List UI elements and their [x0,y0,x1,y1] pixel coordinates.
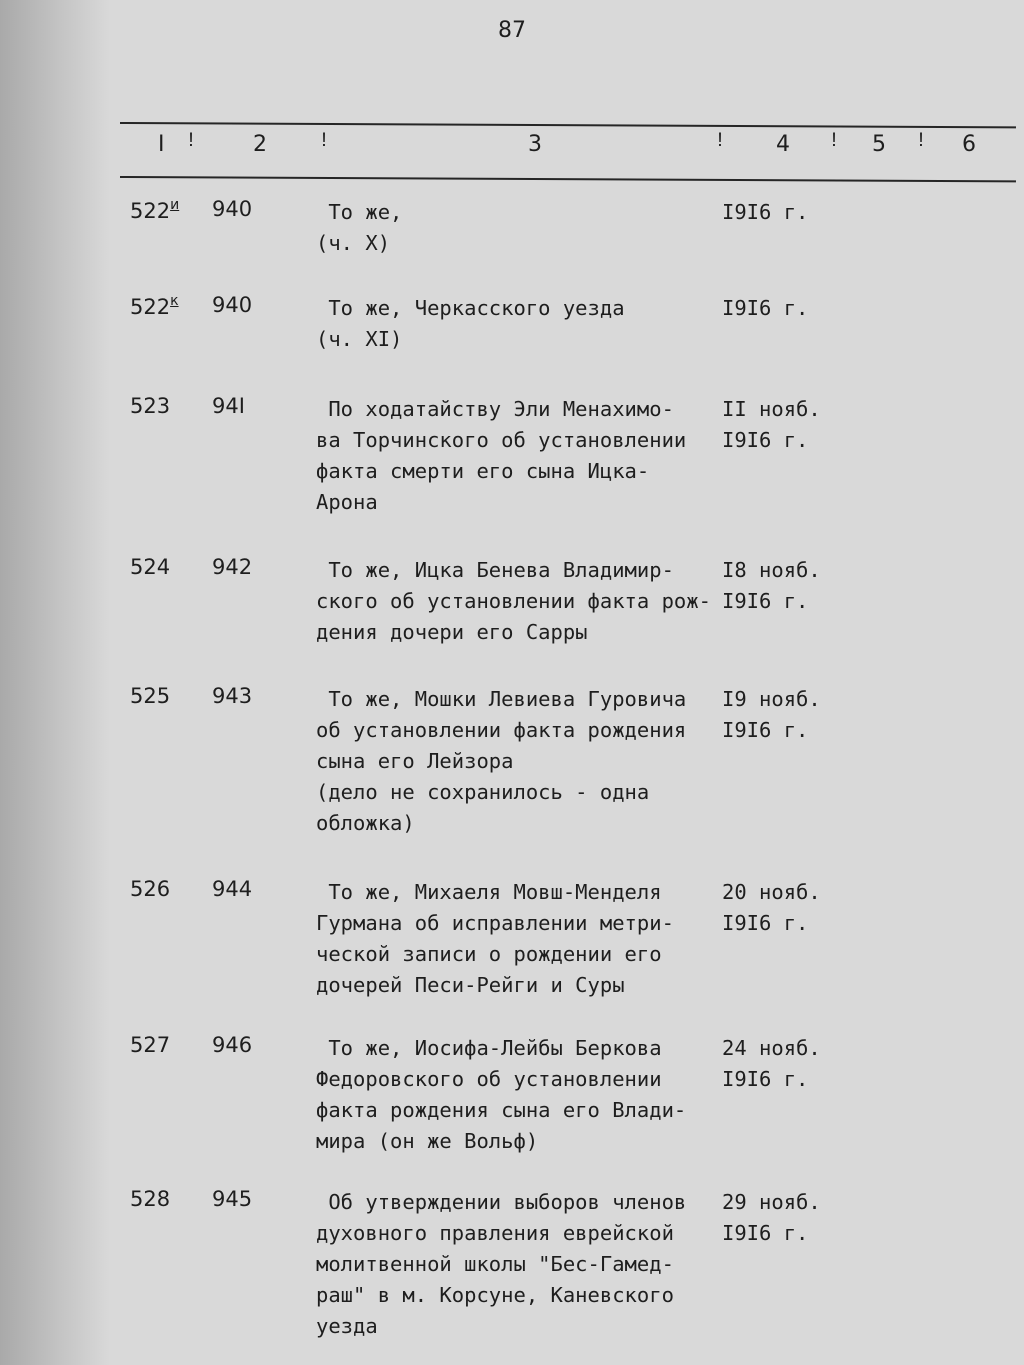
description-line: То же, Михаеля Мовш-Менделя [316,880,662,904]
description-line: ского об установлении факта рож- [316,589,711,613]
description-line: об установлении факта рождения [316,718,687,742]
record-number [130,555,170,579]
record-number-value: 522 [130,295,171,319]
header-col-2: 2 [253,132,267,157]
description-line: Арона [316,490,378,514]
archive-number: 942 [212,555,253,579]
record-number [130,197,179,223]
description-line: (ч. X) [316,231,391,255]
header-col-1: I [158,132,165,157]
record-description [316,1187,726,1342]
description-line: факта рождения сына его Влади- [316,1098,687,1122]
archive-number: 940 [212,293,253,317]
record-number [130,394,170,418]
header-col-3: 3 [528,132,542,157]
description-line: дения дочери его Сарры [316,620,588,644]
record-description [316,394,726,518]
header-col-4: 4 [776,132,790,157]
archive-number: 943 [212,684,253,708]
description-line: Гурмана об исправлении метри- [316,911,674,935]
description-line: уезда [316,1314,378,1338]
date-line: I9I6 г. [722,200,809,224]
header-separator: ! [915,130,928,153]
record-date [722,394,832,456]
archive-number: 945 [212,1187,253,1211]
date-line: I9I6 г. [722,296,809,320]
record-number-value: 524 [130,555,171,579]
record-number [130,1033,170,1057]
date-line: II нояб. [722,397,821,421]
date-line: 24 нояб. [722,1036,821,1060]
description-line: дочерей Песи-Рейги и Суры [316,973,625,997]
date-line: I9I6 г. [722,911,809,935]
description-line: Федоровского об установлении [316,1067,662,1091]
record-number-value: 526 [130,877,171,901]
header-separator: ! [828,130,841,153]
date-line: I9 нояб. [722,687,821,711]
record-date [722,1187,832,1249]
record-description [316,293,726,355]
header-separator: ! [185,130,198,153]
description-line: обложка) [316,811,415,835]
description-line: ва Торчинского об установлении [316,428,687,452]
description-line: факта смерти его сына Ицка- [316,459,650,483]
record-date [722,877,832,939]
page-number: 87 [498,18,526,43]
description-line: молитвенной школы "Бес-Гамед- [316,1252,674,1276]
record-number-value: 522 [130,199,171,223]
description-line: По ходатайству Эли Менахимо- [316,397,674,421]
description-line: (дело не сохранилось - одна [316,780,650,804]
description-line: Об утверждении выборов членов [316,1190,687,1214]
record-date [722,1033,832,1095]
description-line: То же, Иосифа-Лейбы Беркова [316,1036,662,1060]
header-separator: ! [714,130,727,153]
description-line: То же, Мошки Левиева Гуровича [316,687,687,711]
record-date [722,197,832,228]
description-line: То же, Ицка Бенева Владимир- [316,558,674,582]
archive-number: 940 [212,197,253,221]
record-number [130,877,170,901]
record-description [316,1033,726,1157]
date-line: I9I6 г. [722,589,809,613]
archive-number: 944 [212,877,253,901]
record-number-value: 528 [130,1187,171,1211]
record-number-suffix: и [170,197,180,213]
archive-number: 946 [212,1033,253,1057]
description-line: ческой записи о рождении его [316,942,662,966]
record-date [722,293,832,324]
header-bottom-rule [120,176,1016,182]
description-line: раш" в м. Корсуне, Каневского [316,1283,674,1307]
record-number [130,684,170,708]
header-top-rule [120,122,1016,128]
header-separator: ! [318,130,331,153]
date-line: 29 нояб. [722,1190,821,1214]
record-number-suffix: к [170,293,179,309]
page-shadow [0,0,110,1365]
date-line: I9I6 г. [722,1067,809,1091]
description-line: То же, Черкасского уезда [316,296,625,320]
description-line: (ч. XI) [316,327,403,351]
record-description [316,877,726,1001]
archive-number: 94I [212,394,245,418]
date-line: 20 нояб. [722,880,821,904]
record-description [316,684,726,839]
record-number-value: 523 [130,394,171,418]
description-line: сына его Лейзора [316,749,514,773]
date-line: I9I6 г. [722,718,809,742]
record-number-value: 525 [130,684,171,708]
header-col-6: 6 [962,132,976,157]
record-number [130,1187,170,1211]
record-description [316,555,726,648]
description-line: духовного правления еврейской [316,1221,674,1245]
date-line: I9I6 г. [722,1221,809,1245]
record-date [722,684,832,746]
description-line: То же, [316,200,403,224]
record-number [130,293,179,319]
header-col-5: 5 [872,132,886,157]
description-line: мира (он же Вольф) [316,1129,539,1153]
record-date [722,555,832,617]
date-line: I8 нояб. [722,558,821,582]
date-line: I9I6 г. [722,428,809,452]
record-number-value: 527 [130,1033,171,1057]
record-description [316,197,726,259]
